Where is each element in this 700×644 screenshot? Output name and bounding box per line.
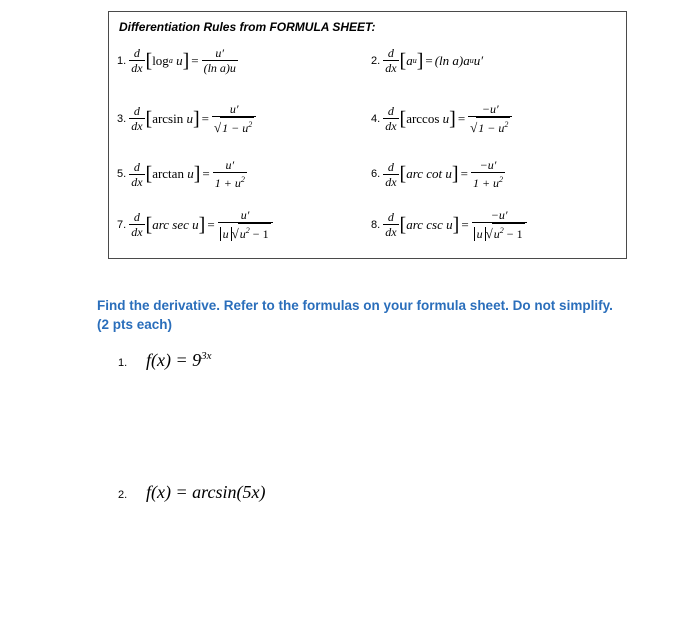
formula-number: 1. <box>117 54 127 67</box>
result-fraction: $\frac{-u'}{1 + u^2}$ <box>472 158 504 190</box>
formula-number: 5. <box>117 168 127 180</box>
problem-expression: f(x) = arcsin(5x) <box>146 482 266 502</box>
formula-3: 3. $\frac{d}{dx}$ [ arcsin u ] = u′ √ $1 - u^2$ <box>117 102 257 135</box>
formula-2: 2. $\frac{d}{dx}$ [ a u ] = (ln a)a u u′ <box>371 46 484 75</box>
formula-number: 2. <box>371 54 381 67</box>
formula-number: 6. <box>371 168 381 180</box>
formula-8: 8. $\frac{d}{dx}$ [ arc csc u ] = −u′ u √ $u^2 - 1$ <box>371 208 528 241</box>
problem-2 <box>118 482 265 503</box>
formula-number: 3. <box>117 112 127 125</box>
formula-6: 6. $\frac{d}{dx}$ [ arc cot u ] = $\frac{-u'}{1 + u^2}$ <box>371 158 504 190</box>
formula-number: 7. <box>117 218 127 231</box>
result-fraction: u′ √ $1 - u^2$ <box>212 102 256 135</box>
d-dx: $\frac{d}{dx}$ <box>385 46 397 75</box>
d-dx: $\frac{d}{dx}$ <box>131 46 143 75</box>
result-fraction: u′ u √ $u^2 - 1$ <box>218 208 273 241</box>
formula-sheet-box <box>108 11 627 259</box>
problem-expression: $f(x) = 9^{3x}$ <box>146 350 212 370</box>
formula-7: 7. $\frac{d}{dx}$ [ arc sec u ] = u′ u √ $u^2 - 1$ <box>117 208 274 241</box>
formula-sheet-title: Differentiation Rules from FORMULA SHEET: <box>119 20 376 34</box>
formula-5: 5. $\frac{d}{dx}$ [ arctan u ] = $\frac{u'}{1 + u^2}$ <box>117 158 245 190</box>
d-dx: $\frac{d}{dx}$ <box>385 104 397 133</box>
d-dx: $\frac{d}{dx}$ <box>131 159 143 189</box>
formula-number: 4. <box>371 112 381 125</box>
instruction-text: Find the derivative. Refer to the formulas on your formula sheet. Do not simplify. (2 pts each) <box>97 298 613 332</box>
d-dx: $\frac{d}{dx}$ <box>131 104 143 133</box>
problem-number: 2. <box>118 489 128 501</box>
formula-1: 1. $\frac{d}{dx}$ [ log a u ] = $\frac{u'}{\text{(ln a)u}}$ <box>117 46 236 75</box>
d-dx: $\frac{d}{dx}$ <box>385 159 397 189</box>
formula-number: 8. <box>371 218 381 231</box>
problem-number: 1. <box>118 357 128 369</box>
result-fraction: $\frac{u'}{\text{(ln a)u}}$ <box>203 46 236 75</box>
problem-1 <box>118 350 212 371</box>
formula-4: 4. $\frac{d}{dx}$ [ arccos u ] = −u′ √ $1 - u^2$ <box>371 102 513 135</box>
result-fraction: −u′ √ $1 - u^2$ <box>468 102 512 135</box>
d-dx: $\frac{d}{dx}$ <box>131 210 143 239</box>
result-fraction: −u′ u √ $u^2 - 1$ <box>472 208 527 241</box>
result-fraction: $\frac{u'}{1 + u^2}$ <box>214 158 245 190</box>
d-dx: $\frac{d}{dx}$ <box>385 210 397 239</box>
